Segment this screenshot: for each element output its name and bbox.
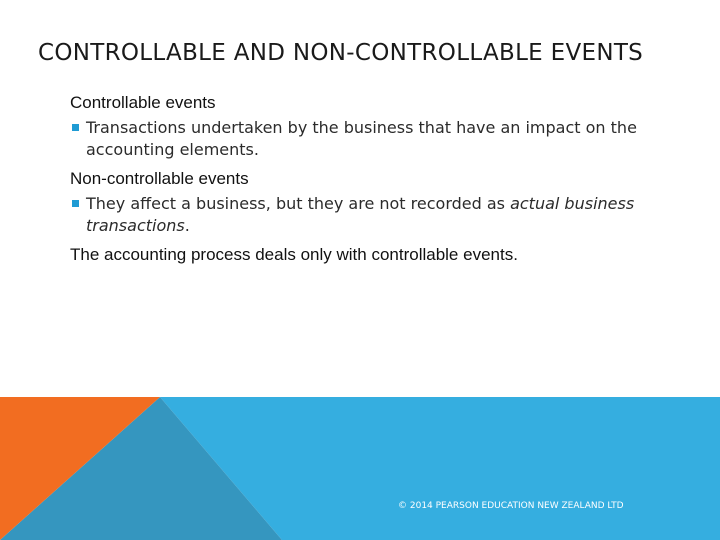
heading-controllable-events: Controllable events (70, 93, 216, 112)
bullet-text-suffix: . (184, 216, 190, 235)
bullet-text-italic: actual business transactions (86, 194, 635, 235)
bullet-controllable-events (70, 117, 670, 161)
bullet-non-controllable-events (70, 193, 670, 237)
copyright-footer: © 2014 PEARSON EDUCATION NEW ZEALAND LTD (398, 501, 624, 511)
square-bullet-icon (72, 200, 79, 207)
square-bullet-icon (72, 124, 79, 131)
bullet-text: Transactions undertaken by the business that have an impact on the accounting elements. (86, 118, 637, 159)
heading-non-controllable-events: Non-controllable events (70, 169, 249, 188)
slide-content (70, 93, 670, 265)
conclusion-text: The accounting process deals only with controllable events. (70, 245, 518, 264)
bullet-text-prefix: They affect a business, but they are not recorded as (86, 194, 511, 213)
slide-title: CONTROLLABLE AND NON-CONTROLLABLE EVENTS (38, 40, 644, 66)
